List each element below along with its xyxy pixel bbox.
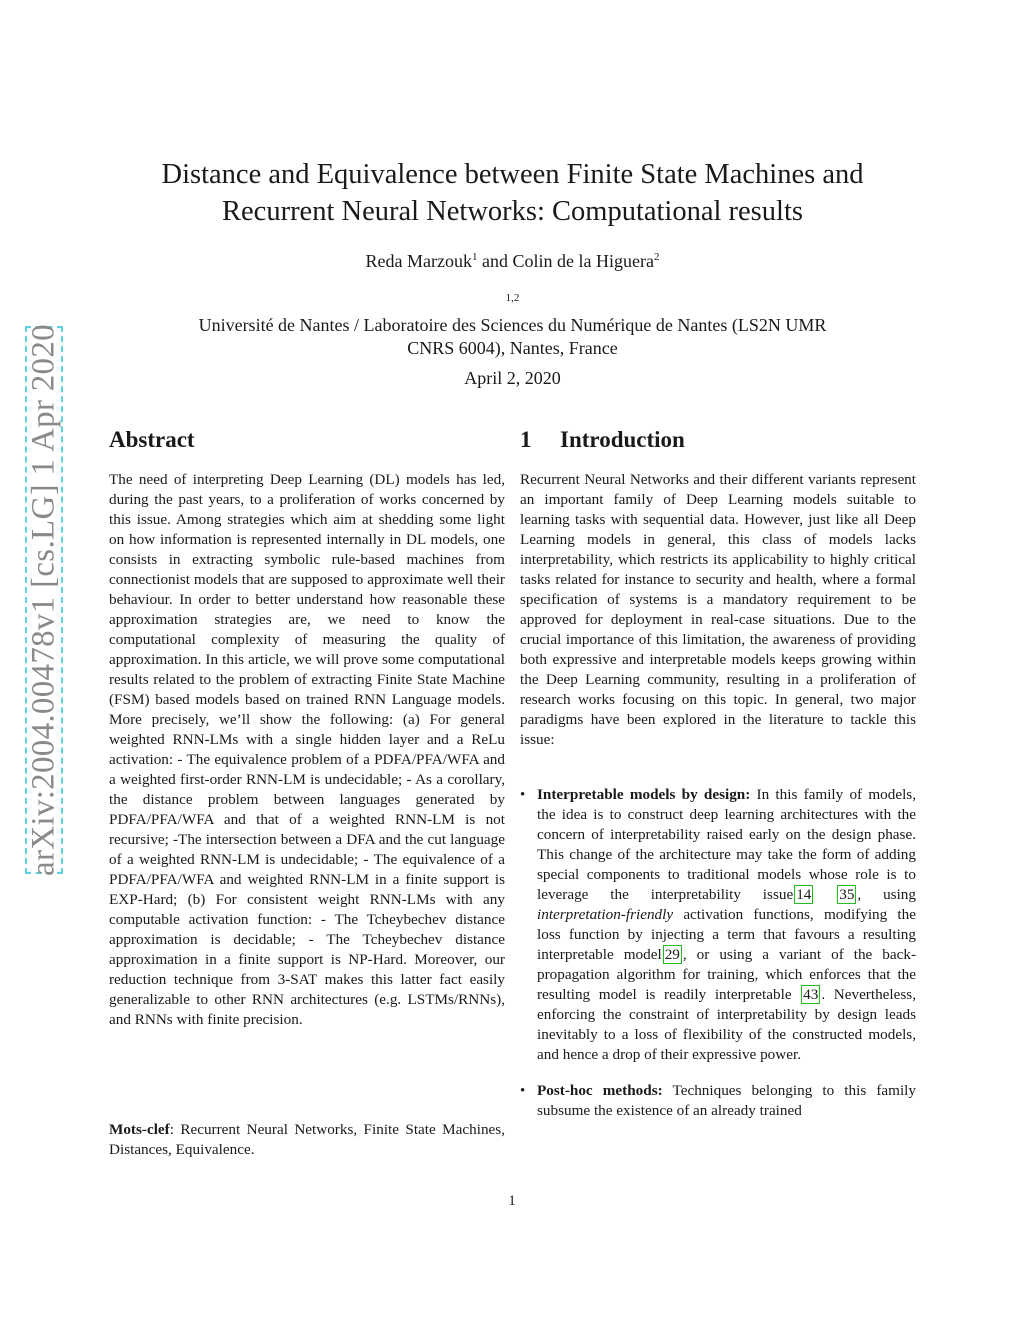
citation-link[interactable]: 29 <box>664 946 680 963</box>
publication-date: April 2, 2020 <box>464 368 561 388</box>
keywords-label: Mots-clef <box>109 1121 170 1138</box>
introduction-heading <box>520 425 916 455</box>
title-line-1: Distance and Equivalence between Finite State Machines and <box>161 159 864 190</box>
section-number: 1 <box>520 427 532 452</box>
author-2-affiliation: 2 <box>653 251 660 263</box>
arxiv-stamp <box>25 326 63 874</box>
page-number: 1 <box>508 1193 516 1209</box>
affiliation-marker: 1,2 <box>505 292 520 304</box>
author-list <box>110 251 915 272</box>
author-1-affiliation: 1 <box>472 251 478 263</box>
affiliation-text-1: Université de Nantes / Laboratoire des Sciences du Numérique de Nantes (LS2N UMR <box>198 315 827 335</box>
title-line-2: Recurrent Neural Networks: Computational results <box>222 196 803 227</box>
author-separator: and <box>477 251 513 271</box>
bullet-text: . Nevertheless, enforcing the constraint of interpretability by design leads inevitably to a loss of flexibility of the constructed models, and hence a drop of their expressive power. <box>537 986 916 1063</box>
introduction-text: Recurrent Neural Networks and their different variants represent an important family of Deep Learning models suitable to learning tasks with sequential data. However, just like all Deep Learning models in general, this class of models lacks interpretability, which restricts its applicability to highly critical tasks related for instance to security and health, where a formal specification of systems is a mandatory requirement to be approved for deployment in real-case situations. Due to the crucial importance of this limitation, the awareness of providing both expressive and interpretable models keeps growing within the Deep Learning community, resulting in a proliferation of research works focusing on this topic. In general, two major paradigms have been explored in the literature to tackle this issue: <box>520 471 916 748</box>
keywords-list: : Recurrent Neural Networks, Finite State Machines, Distances, Equivalence. <box>109 1121 505 1158</box>
bullet-icon: • <box>520 787 526 803</box>
citation-link[interactable]: 35 <box>839 886 855 903</box>
author-2: Colin de la Higuera <box>512 251 654 271</box>
abstract-heading: Abstract <box>109 427 195 452</box>
affiliation <box>110 291 915 360</box>
paper-title <box>110 156 915 230</box>
italic-term: interpretation-friendly <box>537 906 674 923</box>
abstract-column <box>109 425 505 1158</box>
citation-link[interactable]: 43 <box>803 986 819 1003</box>
bullet-text: In this family of models, the idea is to construct deep learning architectures with the concern of interpretability raised early on the design phase. This change of the architecture may take the form of adding special components to traditional models whose role is to leverage the interpretability issue <box>537 786 916 903</box>
affiliation-line-1 <box>110 291 915 337</box>
bullet-text: , using <box>857 886 916 903</box>
bullet-text: , or using a variant of the back-propagation algorithm for training, which enforces that the resulting model is readily interpretable <box>537 946 917 1003</box>
keywords <box>109 1120 505 1160</box>
arxiv-identifier[interactable]: arXiv:2004.00478v1 [cs.LG] 1 Apr 2020 <box>25 324 62 876</box>
author-1: Reda Marzouk <box>365 251 472 271</box>
paradigm-list <box>520 785 916 1137</box>
introduction-column <box>520 425 917 1119</box>
list-item <box>520 785 916 1065</box>
bullet-label: Post-hoc methods: <box>537 1082 663 1099</box>
bullet-text: Techniques belonging to this family subsume the existence of an already trained <box>537 1082 916 1119</box>
list-item <box>520 1081 916 1121</box>
affiliation-line-2: CNRS 6004), Nantes, France <box>407 338 618 358</box>
section-title: Introduction <box>560 427 685 452</box>
citation-link[interactable]: 14 <box>796 886 812 903</box>
bullet-label: Interpretable models by design: <box>537 786 751 803</box>
bullet-icon: • <box>520 1083 526 1099</box>
abstract-text: The need of interpreting Deep Learning (DL) models has led, during the past years, to a proliferation of works concerned by this issue. Among strategies which aim at shedding some light on how information is represented internally in DL models, one consists in extracting symbolic rule-based machines from connectionist models that are supposed to approximate well their behaviour. In order to better understand how reasonable these approximation strategies are, we need to know the computational complexity of measuring the quality of approximation. In this article, we will prove some computational results related to the problem of extracting Finite State Machine (FSM) based models based on trained RNN Language models. More precisely, we’ll show the following: (a) For general weighted RNN-LMs with a single hidden layer and a ReLu activation: - The equivalence problem of a PDFA/PFA/WFA and a weighted first-order RNN-LM is undecidable; - As a corollary, the distance problem between languages generated by PDFA/PFA/WFA and that of a weighted RNN-LM is not recursive; -The intersection between a DFA and the cut language of a weighted RNN-LM is undecidable; - The equivalence of a PDFA/PFA/WFA and weighted RNN-LM in a finite support is EXP-Hard; (b) For consistent weight RNN-LMs with any computable activation function: - The Tcheybechev distance approximation is decidable; - The Tcheybechev distance approximation in a finite support is NP-Hard. Moreover, our reduction technique from 3-SAT makes this latter fact easily generalizable to other RNN architectures (e.g. LSTMs/RNNs), and RNNs with finite precision. <box>109 471 505 1028</box>
bullet-text: activation functions, modifying the loss function by injecting a term that favours a resulting interpretable model <box>537 906 916 963</box>
